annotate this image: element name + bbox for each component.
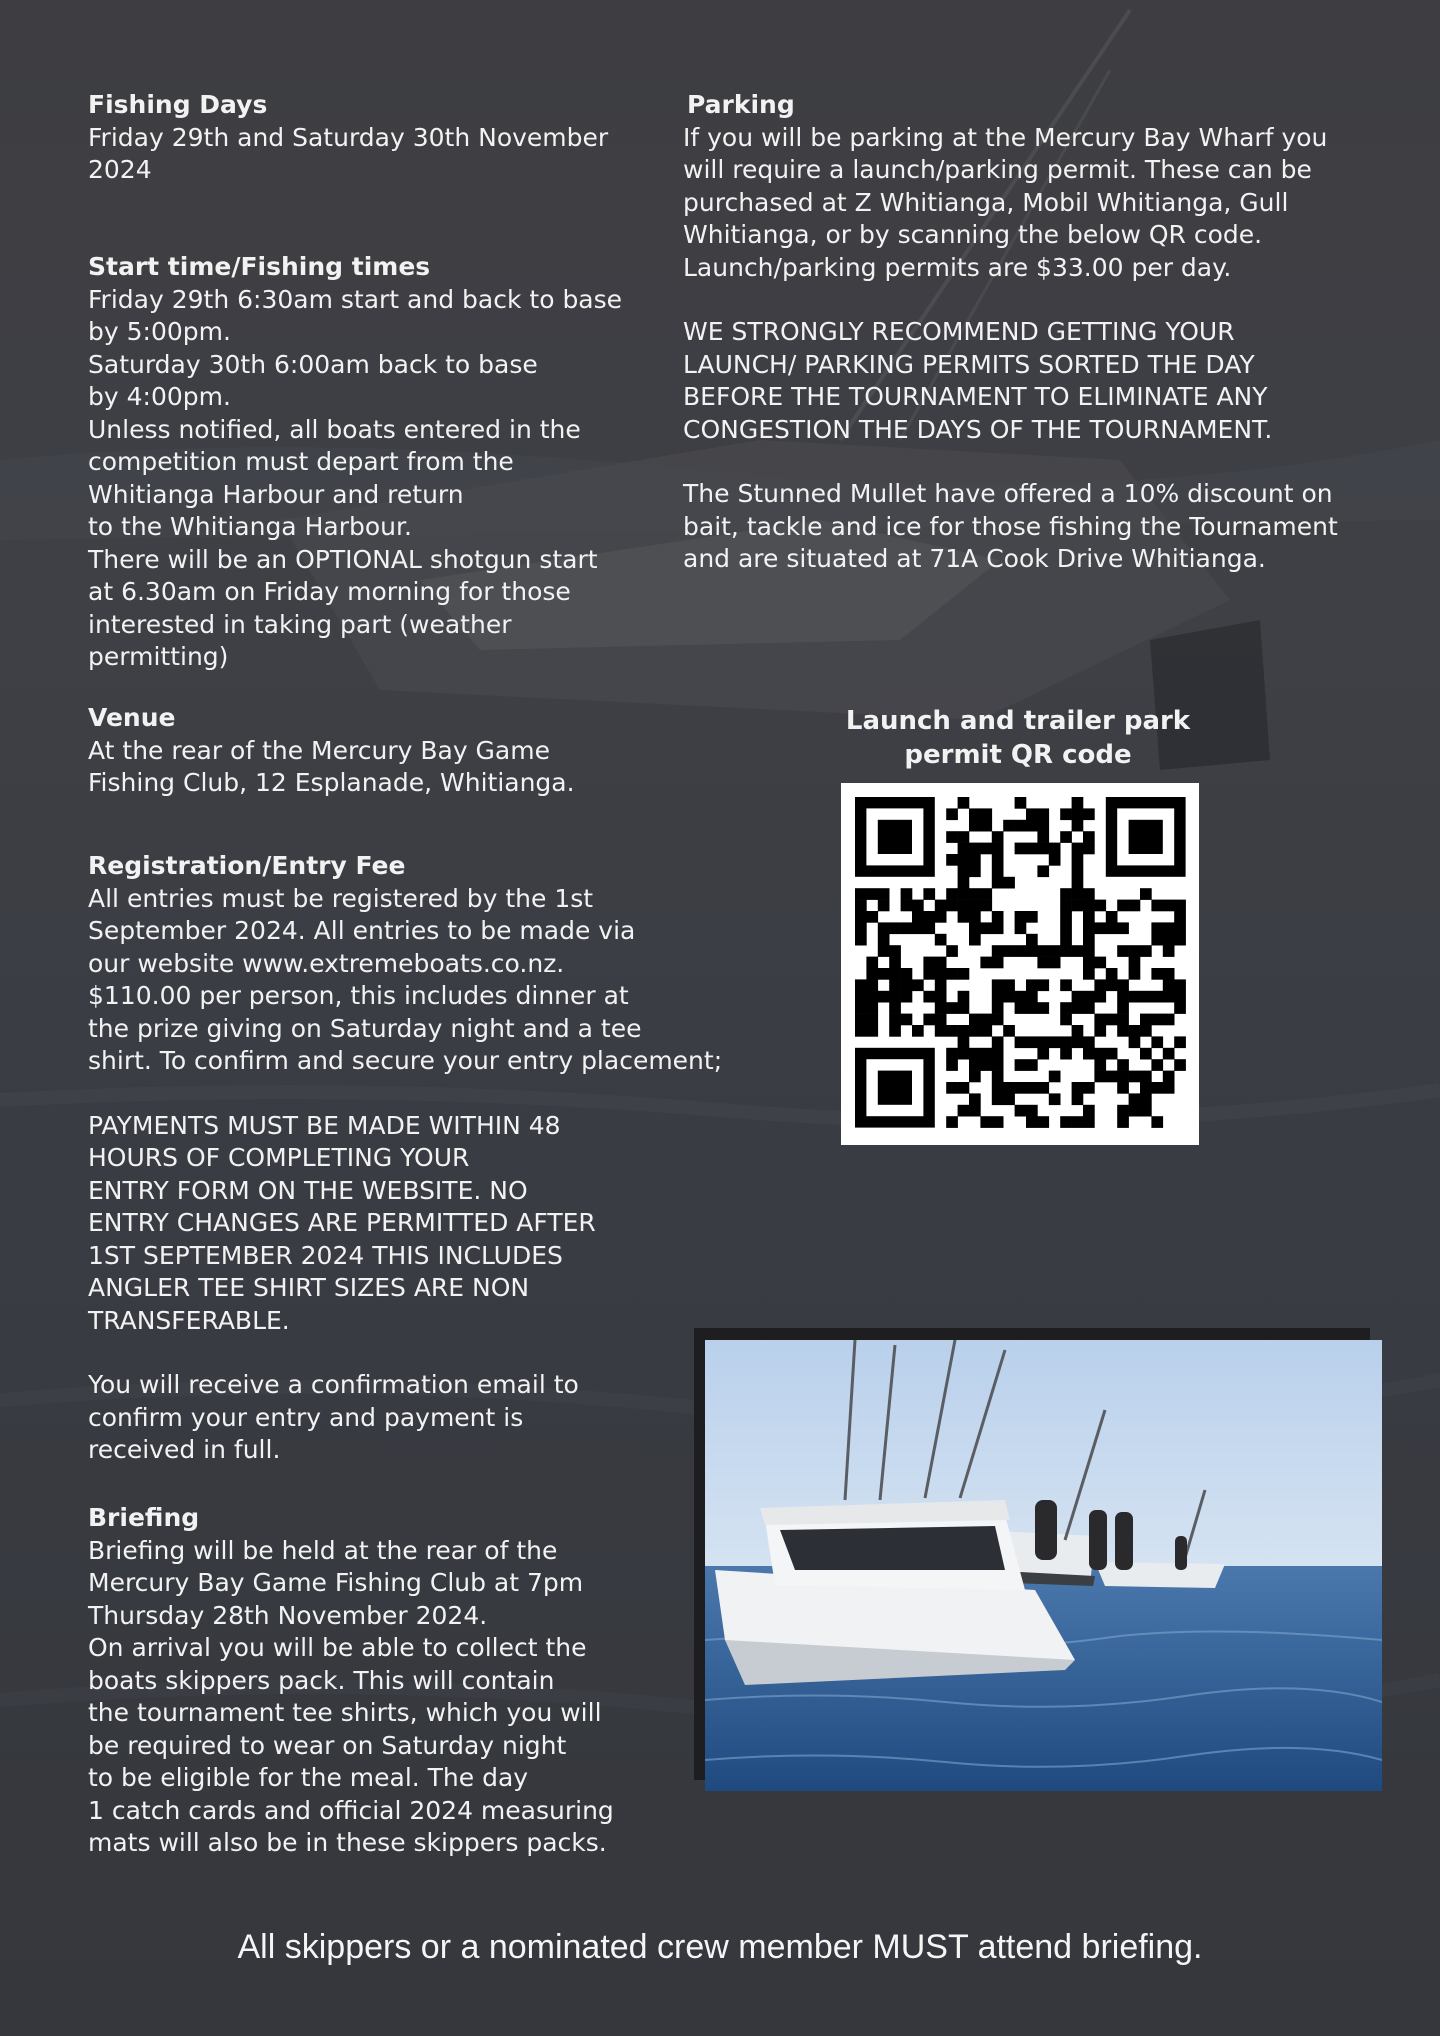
venue-line: Fishing Club, 12 Esplanade, Whitianga. — [88, 768, 575, 797]
payment-warning-line: ENTRY FORM ON THE WEBSITE. NO — [88, 1175, 528, 1205]
confirmation-line: confirm your entry and payment is — [88, 1402, 524, 1432]
registration-line: shirt. To confirm and secure your entry placement; — [88, 1046, 723, 1075]
qr-title — [816, 704, 1220, 772]
venue-line: At the rear of the Mercury Bay Game — [88, 735, 550, 765]
parking-heading: Parking — [687, 90, 795, 119]
venue-heading: Venue — [88, 703, 176, 732]
briefing-line: boats skippers pack. This will contain — [88, 1665, 555, 1695]
boats-photo — [705, 1340, 1382, 1791]
briefing-line: the tournament tee shirts, which you will — [88, 1698, 602, 1727]
briefing-line: 1 catch cards and official 2024 measuring — [88, 1795, 614, 1825]
briefing-line: to be eligible for the meal. The day — [88, 1763, 529, 1792]
registration-line: the prize giving on Saturday night and a tee — [88, 1013, 642, 1043]
start-time-line: Whitianga Harbour and return — [88, 479, 464, 509]
payment-warning-line: 1ST SEPTEMBER 2024 THIS INCLUDES — [88, 1240, 563, 1270]
parking-line: purchased at Z Whitianga, Mobil Whitianga, Gull — [683, 187, 1289, 217]
boats-at-sea-image — [705, 1340, 1382, 1791]
payment-warning-line: ANGLER TEE SHIRT SIZES ARE NON — [88, 1273, 530, 1302]
start-time-line: Saturday 30th 6:00am back to base — [88, 349, 538, 379]
parking-line: Whitianga, or by scanning the below QR code. — [683, 220, 1263, 249]
discount-line: The Stunned Mullet have offered a 10% discount on — [683, 479, 1333, 508]
start-time-line: interested in taking part (weather — [88, 609, 512, 639]
registration-heading: Registration/Entry Fee — [88, 851, 406, 880]
parking-recommend-line: WE STRONGLY RECOMMEND GETTING YOUR — [683, 317, 1235, 346]
start-time-line: Unless notified, all boats entered in the — [88, 414, 581, 444]
start-time-heading: Start time/Fishing times — [88, 252, 431, 281]
start-time-line: by 5:00pm. — [88, 317, 231, 346]
briefing-line: mats will also be in these skippers packs. — [88, 1828, 607, 1857]
briefing-section — [88, 1502, 708, 1860]
briefing-line: Mercury Bay Game Fishing Club at 7pm — [88, 1568, 584, 1597]
fishing-days-section — [88, 89, 688, 187]
parking-section — [683, 89, 1403, 576]
start-time-line: at 6.30am on Friday morning for those — [88, 577, 571, 606]
registration-line: All entries must be registered by the 1st — [88, 883, 594, 913]
start-time-section — [88, 251, 708, 674]
parking-line: will require a launch/parking permit. These can be — [683, 155, 1312, 184]
briefing-attendance-notice: All skippers or a nominated crew member MUST attend briefing. — [237, 1928, 1203, 1966]
start-time-line: to the Whitianga Harbour. — [88, 512, 412, 541]
registration-section — [88, 850, 788, 1467]
parking-line: Launch/parking permits are $33.00 per day. — [683, 252, 1232, 282]
parking-recommend-line: CONGESTION THE DAYS OF THE TOURNAMENT. — [683, 414, 1273, 444]
registration-line: our website www.extremeboats.co.nz. — [88, 948, 565, 978]
start-time-line: competition must depart from the — [88, 447, 514, 476]
start-time-line: There will be an OPTIONAL shotgun start — [88, 544, 598, 574]
briefing-line: On arrival you will be able to collect the — [88, 1633, 587, 1662]
parking-recommend-line: LAUNCH/ PARKING PERMITS SORTED THE DAY — [683, 349, 1255, 379]
fishing-days-line: 2024 — [88, 155, 152, 184]
fishing-days-line: Friday 29th and Saturday 30th November — [88, 122, 609, 152]
start-time-line: permitting) — [88, 642, 229, 671]
briefing-line: Thursday 28th November 2024. — [88, 1600, 488, 1630]
briefing-line: Briefing will be held at the rear of the — [88, 1535, 558, 1565]
payment-warning-line: HOURS OF COMPLETING YOUR — [88, 1143, 470, 1172]
start-time-line: Friday 29th 6:30am start and back to base — [88, 284, 623, 314]
confirmation-line: You will receive a confirmation email to — [88, 1370, 579, 1399]
registration-line: September 2024. All entries to be made via — [88, 916, 636, 945]
start-time-line: by 4:00pm. — [88, 382, 231, 411]
payment-warning-line: PAYMENTS MUST BE MADE WITHIN 48 — [88, 1110, 561, 1140]
briefing-line: be required to wear on Saturday night — [88, 1730, 567, 1760]
venue-section — [88, 702, 688, 800]
qr-title-line: permit QR code — [904, 740, 1132, 770]
parking-permit-qr-code[interactable] — [841, 783, 1199, 1145]
confirmation-line: received in full. — [88, 1435, 281, 1464]
parking-line: If you will be parking at the Mercury Bay Wharf you — [683, 122, 1328, 152]
qr-title-line: Launch and trailer park — [845, 706, 1191, 736]
briefing-heading: Briefing — [88, 1503, 200, 1532]
fishing-days-heading: Fishing Days — [88, 90, 268, 119]
registration-line: $110.00 per person, this includes dinner at — [88, 981, 629, 1010]
discount-line: bait, tackle and ice for those fishing the Tournament — [683, 511, 1338, 541]
qr-code-icon — [841, 783, 1199, 1145]
payment-warning-line: TRANSFERABLE. — [88, 1305, 290, 1335]
payment-warning-line: ENTRY CHANGES ARE PERMITTED AFTER — [88, 1208, 596, 1237]
parking-recommend-line: BEFORE THE TOURNAMENT TO ELIMINATE ANY — [683, 382, 1268, 411]
discount-line: and are situated at 71A Cook Drive Whitianga. — [683, 544, 1266, 573]
